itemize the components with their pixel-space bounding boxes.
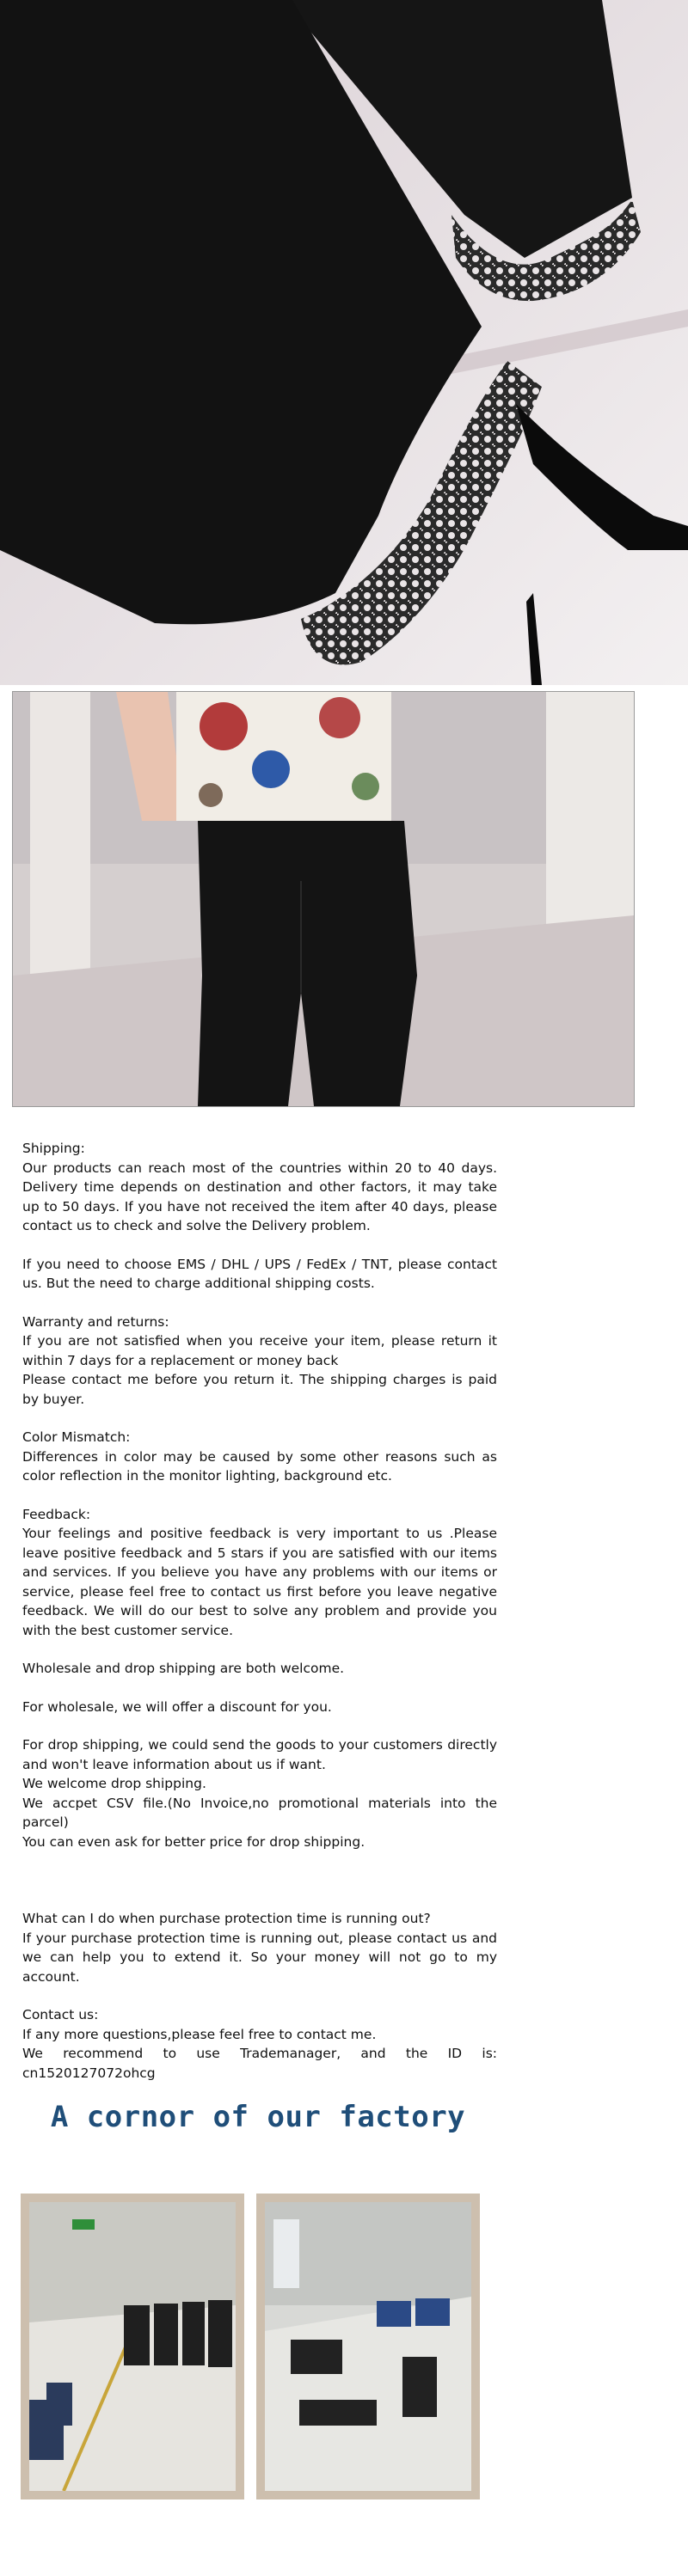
shipping-heading: Shipping: <box>22 1141 85 1156</box>
warranty-body-1: If you are not satisfied when you receive your item, please return it within 7 days for a replacement or money back <box>22 1333 497 1368</box>
wholesale-discount: For wholesale, we will offer a discount for you. <box>22 1698 332 1715</box>
protection-heading: What can I do when purchase protection time is running out? <box>22 1911 431 1926</box>
csv-note: We accpet CSV file.(No Invoice,no promotional materials into the parcel) <box>22 1795 497 1830</box>
contact-heading: Contact us: <box>22 2007 99 2022</box>
product-photo-lace-hem <box>0 0 688 685</box>
shipping-body: Our products can reach most of the countries within 20 to 40 days. Delivery time depends on destination and other factors, it may take up to 50 days. If you have not received the item after 40 days, please contact us to check and solve the Delivery problem. <box>22 1160 497 1233</box>
lace-hem-pants-image <box>0 0 688 685</box>
factory-warehouse-image <box>29 2202 236 2491</box>
warranty-heading: Warranty and returns: <box>22 1313 169 1330</box>
color-body: Differences in color may be caused by some other reasons such as color reflection in the monitor lighting, background etc. <box>22 1448 497 1484</box>
better-price: You can even ask for better price for drop shipping. <box>22 1833 366 1850</box>
dropship-welcome: We welcome drop shipping. <box>22 1776 206 1791</box>
dropship-body: For drop shipping, we could send the goods to your customers directly and won't leave information about us if want. <box>22 1737 497 1772</box>
feedback-body: Your feelings and positive feedback is very important to us .Please leave positive feedback and 5 stars if you are satisfied with our items and services. If you believe you have any problems with our items or service, please feel free to contact us first before you leave negative feedback. We will do our best to solve any problem and provide you with the best customer service. <box>22 1526 497 1638</box>
product-photo-model <box>12 691 635 1107</box>
factory-photo-2 <box>256 2194 480 2500</box>
model-black-pants-image <box>13 692 634 1106</box>
protection-body: If your purchase protection time is running out, please contact us and we can help you to extend it. So your money will not go to my account. <box>22 1930 497 1985</box>
contact-body: If any more questions,please feel free to contact me. <box>22 2026 377 2042</box>
wholesale-welcome: Wholesale and drop shipping are both welcome. <box>22 1661 345 1676</box>
factory-title: A cornor of our factory <box>50 2100 466 2134</box>
express-note: If you need to choose EMS / DHL / UPS / FedEx / TNT, please contact us. But the need to charge additional shipping costs. <box>22 1256 497 1291</box>
warranty-body-2: Please contact me before you return it. The shipping charges is paid by buyer. <box>22 1372 497 1407</box>
factory-workshop-image <box>265 2202 471 2491</box>
color-heading: Color Mismatch: <box>22 1429 131 1445</box>
feedback-heading: Feedback: <box>22 1506 91 1522</box>
trademanager-id: We recommend to use Trademanager, and the ID is: cn1520127072ohcg <box>22 2046 497 2081</box>
factory-photo-1 <box>21 2194 244 2500</box>
shop-policy-text <box>22 1139 497 2083</box>
